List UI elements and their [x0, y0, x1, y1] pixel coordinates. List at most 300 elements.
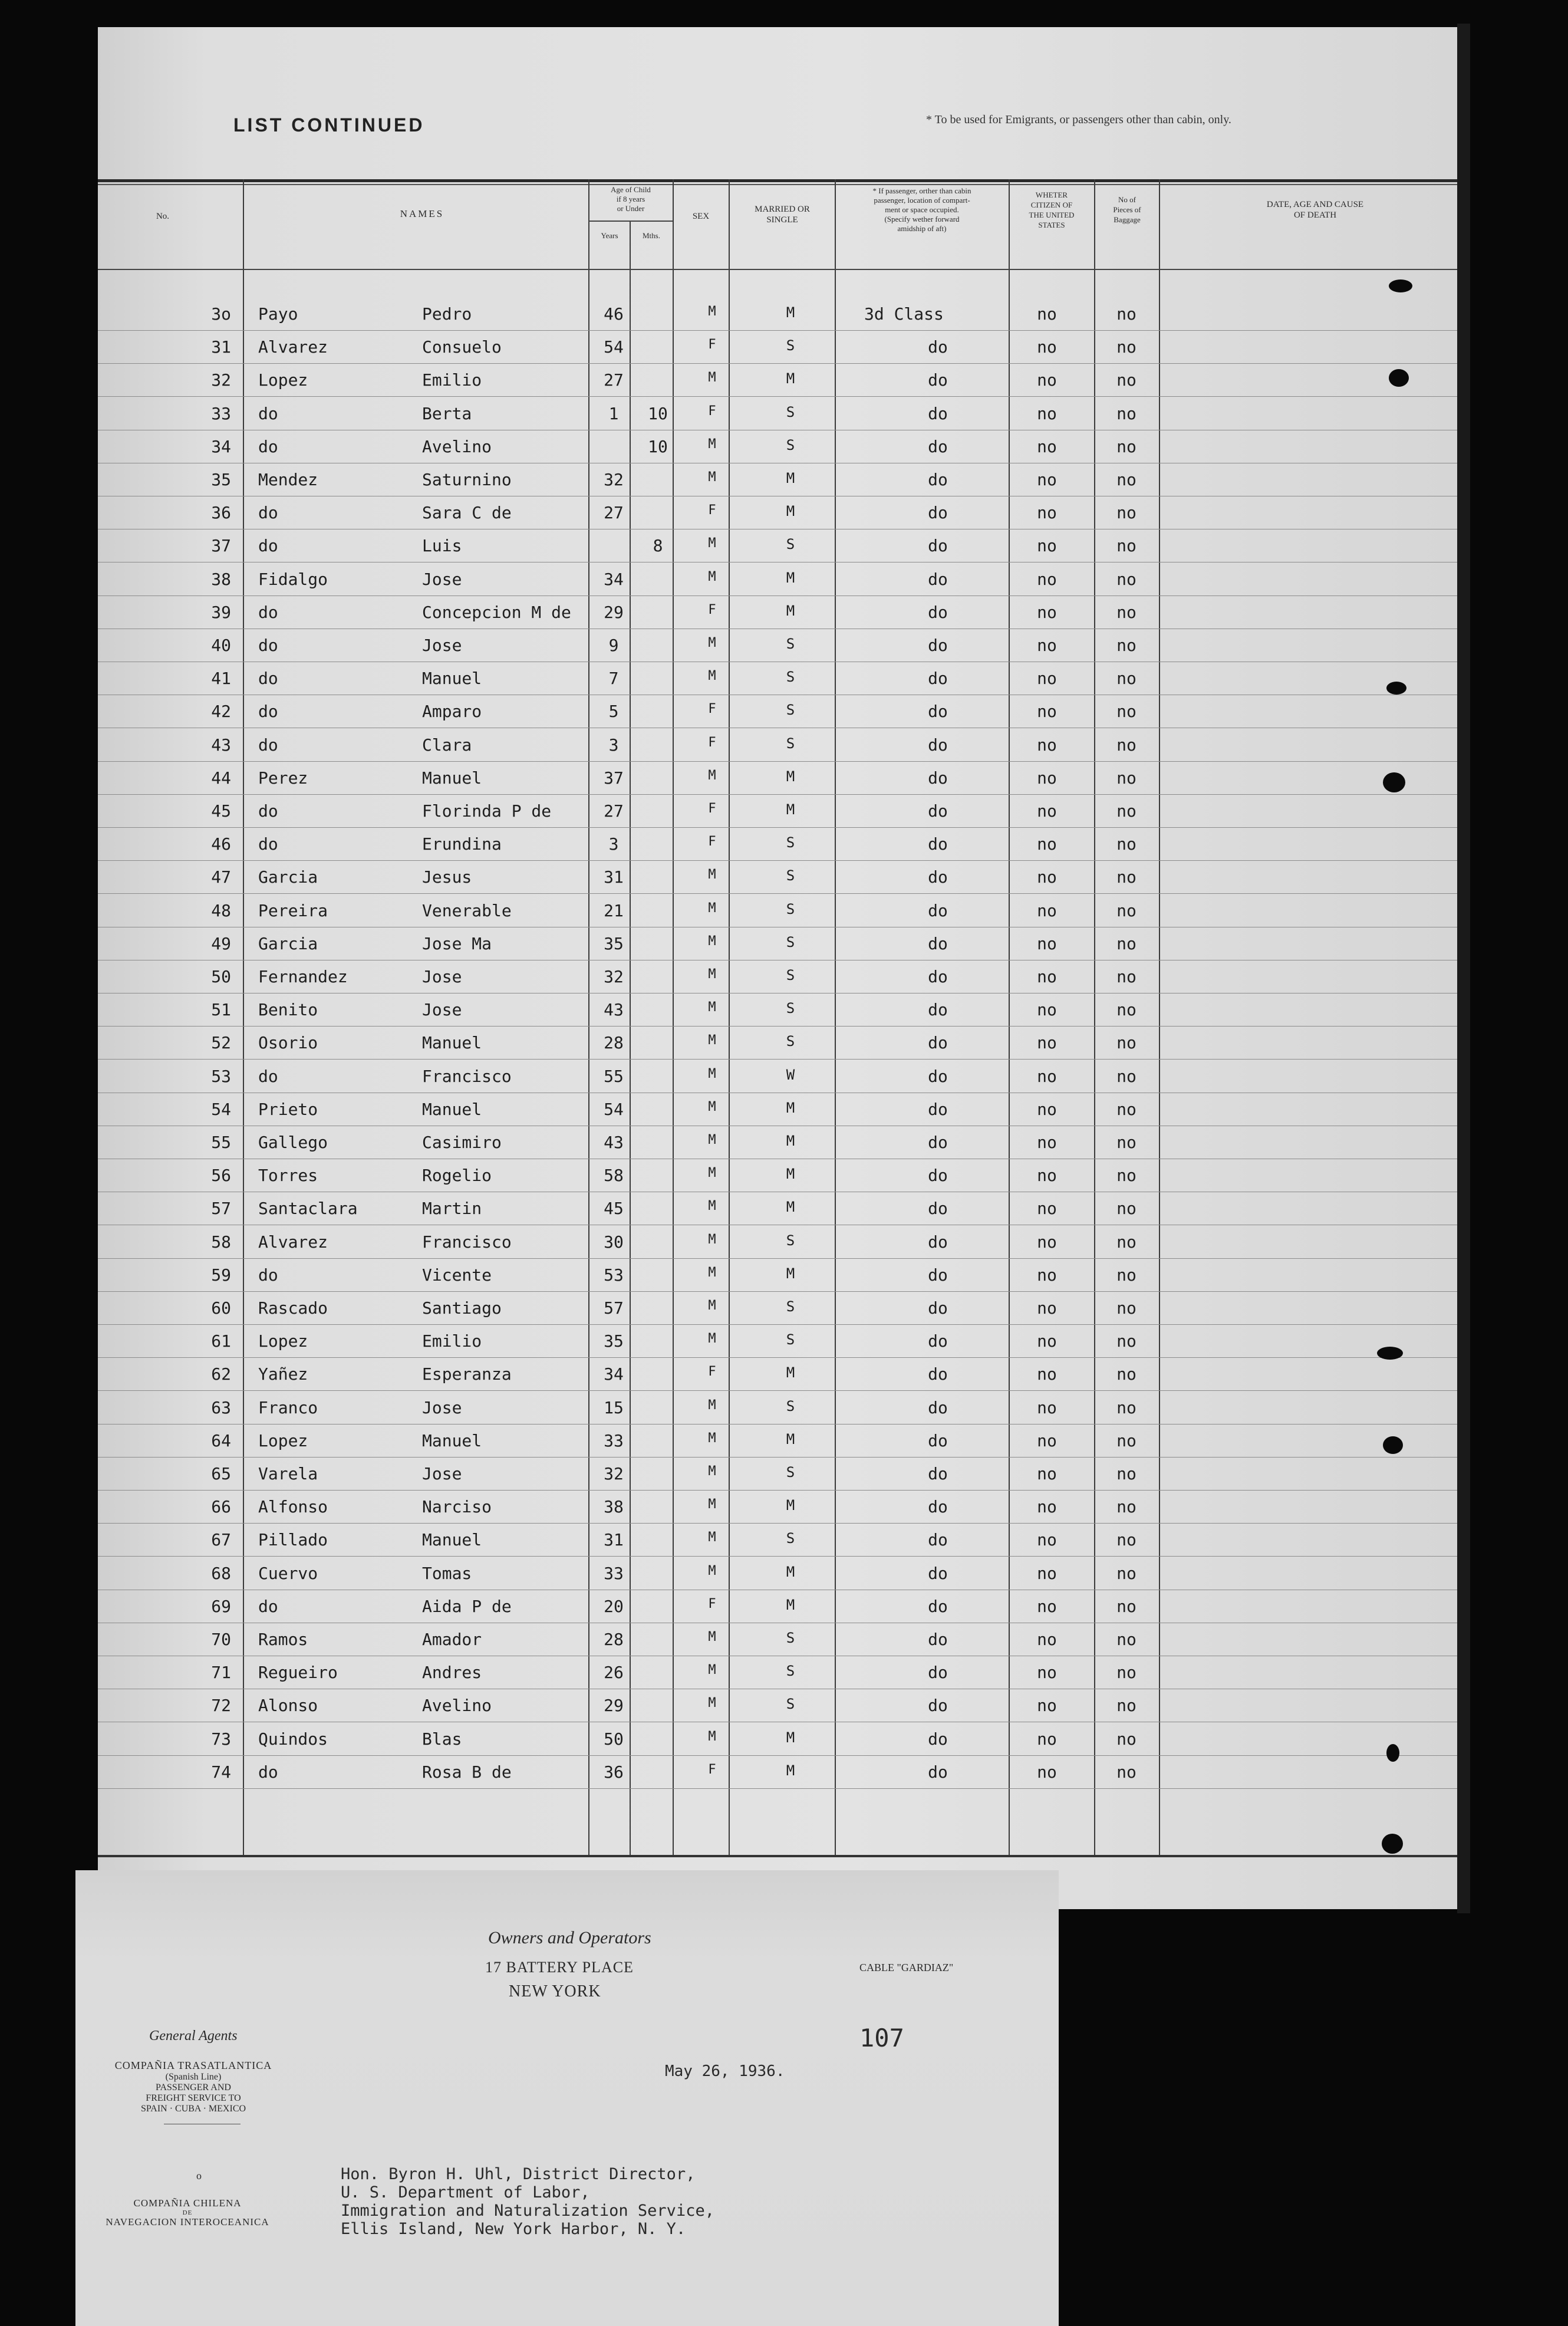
letter-number: 107	[859, 2024, 904, 2052]
cell-surname: Franco	[258, 1397, 318, 1417]
cell-given: Consuelo	[422, 337, 502, 357]
cell-age: 9	[608, 636, 619, 655]
cell-no: 62	[211, 1364, 231, 1384]
cell-given: Rosa B de	[422, 1762, 512, 1782]
cell-bag: no	[1116, 370, 1137, 390]
cell-ms: M	[786, 768, 795, 785]
cell-age: 54	[604, 337, 624, 357]
cell-cit: no	[1037, 1563, 1057, 1583]
col-citizen-heading: WHETER CITIZEN OF THE UNITED STATES	[1029, 190, 1075, 229]
cell-location: do	[928, 1464, 948, 1483]
cell-given: Jose	[422, 636, 462, 655]
sheet-edge-shadow	[1457, 24, 1470, 1913]
cell-surname: do	[258, 1265, 278, 1285]
cell-no: 71	[211, 1663, 231, 1683]
cell-bag: no	[1116, 602, 1137, 622]
cell-bag: no	[1116, 636, 1137, 655]
cell-given: Florinda P de	[422, 801, 552, 821]
cell-sex: M	[708, 1000, 716, 1015]
cell-age: 21	[604, 900, 624, 920]
table-row	[98, 861, 1461, 894]
cell-no: 51	[211, 1000, 231, 1020]
cell-bag: no	[1116, 1696, 1137, 1716]
cell-surname: Lopez	[258, 370, 308, 390]
punch-hole	[1386, 682, 1406, 695]
cell-bag: no	[1116, 1331, 1137, 1351]
cell-ms: S	[786, 967, 795, 983]
cell-cit: no	[1037, 1663, 1057, 1683]
cell-location: do	[928, 1397, 948, 1417]
cell-location: do	[928, 503, 948, 523]
header-rule-thin	[98, 184, 1461, 185]
cell-cit: no	[1037, 1530, 1057, 1550]
cell-no: 69	[211, 1596, 231, 1616]
cell-bag: no	[1116, 1364, 1137, 1384]
cell-no: 35	[211, 470, 231, 489]
company-chilena: COMPAÑIA CHILENA DE NAVEGACION INTEROCEANICA	[106, 2197, 269, 2228]
row-rule	[98, 1556, 1461, 1557]
cell-sex: M	[708, 1729, 716, 1744]
cell-sex: M	[708, 1066, 716, 1081]
cell-surname: do	[258, 1066, 278, 1086]
cell-age: 29	[604, 602, 624, 622]
cell-cit: no	[1037, 1099, 1057, 1119]
table-row	[98, 696, 1461, 729]
cell-age: 53	[604, 1265, 624, 1285]
cell-ms: S	[786, 403, 795, 420]
cell-given: Sara C de	[422, 503, 512, 523]
cell-given: Luis	[422, 536, 462, 556]
cell-sex: F	[708, 602, 716, 617]
cell-surname: Regueiro	[258, 1663, 338, 1683]
cell-cit: no	[1037, 569, 1057, 589]
cell-cit: no	[1037, 702, 1057, 722]
cell-age: 33	[604, 1430, 624, 1450]
cell-bag: no	[1116, 304, 1137, 324]
cell-surname: Varela	[258, 1464, 318, 1483]
cell-ms: M	[786, 1364, 795, 1381]
cell-sex: M	[708, 1099, 716, 1114]
cell-bag: no	[1116, 1033, 1137, 1053]
cell-given: Jose	[422, 1000, 462, 1020]
cell-no: 60	[211, 1298, 231, 1318]
cell-cit: no	[1037, 470, 1057, 489]
cell-bag: no	[1116, 1000, 1137, 1020]
row-rule	[98, 1788, 1461, 1789]
cell-surname: do	[258, 1596, 278, 1616]
cell-given: Manuel	[422, 1099, 482, 1119]
cell-age: 50	[604, 1729, 624, 1749]
table-row	[98, 1061, 1461, 1094]
list-title: LIST CONTINUED	[233, 114, 425, 136]
cell-no: 58	[211, 1232, 231, 1252]
cell-age: 7	[608, 669, 619, 689]
cell-location: do	[928, 1199, 948, 1219]
cell-location: do	[928, 536, 948, 556]
cell-cit: no	[1037, 1265, 1057, 1285]
row-rule	[98, 1324, 1461, 1325]
cell-no: 70	[211, 1630, 231, 1649]
cell-age: 15	[604, 1397, 624, 1417]
cell-no: 59	[211, 1265, 231, 1285]
cell-ms: M	[786, 1497, 795, 1514]
cell-no: 57	[211, 1199, 231, 1219]
table-row	[98, 298, 1461, 331]
cell-location: do	[928, 1530, 948, 1550]
cell-sex: M	[708, 536, 716, 551]
cell-age: 31	[604, 1530, 624, 1550]
cell-location: do	[928, 1265, 948, 1285]
cell-bag: no	[1116, 1630, 1137, 1649]
table-row	[98, 1292, 1461, 1325]
header-rule	[98, 179, 1461, 182]
table-row	[98, 1491, 1461, 1524]
cell-cit: no	[1037, 1762, 1057, 1782]
col-years-heading: Years	[601, 231, 618, 240]
cell-sex: M	[708, 1464, 716, 1479]
cell-bag: no	[1116, 867, 1137, 887]
cell-given: Manuel	[422, 669, 482, 689]
cell-given: Saturnino	[422, 470, 512, 489]
recipient-address: Hon. Byron H. Uhl, District Director, U. S. Department of Labor, Immigration and Naturalization Service, Ellis Island, New York Harbor, N. Y.	[341, 2165, 714, 2238]
cell-location: 3d Class	[864, 304, 944, 324]
cell-location: do	[928, 1099, 948, 1119]
cell-no: 73	[211, 1729, 231, 1749]
manifest-sheet	[98, 27, 1461, 1909]
cell-sex: M	[708, 967, 716, 982]
cell-cit: no	[1037, 1133, 1057, 1152]
cell-location: do	[928, 768, 948, 788]
punch-hole	[1383, 1436, 1403, 1454]
row-rule	[98, 1457, 1461, 1458]
cell-ms: S	[786, 1298, 795, 1315]
cell-ms: M	[786, 1133, 795, 1149]
cell-age: 28	[604, 1630, 624, 1649]
table-row	[98, 961, 1461, 994]
row-rule	[98, 827, 1461, 828]
cell-cit: no	[1037, 1729, 1057, 1749]
row-rule	[98, 1357, 1461, 1358]
cell-no: 37	[211, 536, 231, 556]
letterhead-owners: Owners and Operators	[488, 1928, 651, 1947]
cell-ms: M	[786, 1596, 795, 1613]
age-subheader-rule	[588, 221, 673, 222]
cell-given: Jose	[422, 967, 462, 986]
cell-no: 31	[211, 337, 231, 357]
cell-sex: F	[708, 801, 716, 816]
cell-age: 43	[604, 1133, 624, 1152]
table-row	[98, 1193, 1461, 1226]
cell-age: 37	[604, 768, 624, 788]
cell-surname: Alvarez	[258, 337, 328, 357]
cell-no: 45	[211, 801, 231, 821]
cell-location: do	[928, 1762, 948, 1782]
cell-age: 28	[604, 1033, 624, 1053]
cell-location: do	[928, 370, 948, 390]
cell-bag: no	[1116, 470, 1137, 489]
cell-surname: do	[258, 834, 278, 854]
cell-surname: Torres	[258, 1166, 318, 1186]
cell-ms: M	[786, 370, 795, 387]
cell-age: 30	[604, 1232, 624, 1252]
cell-age: 32	[604, 1464, 624, 1483]
cell-cit: no	[1037, 867, 1057, 887]
row-rule	[98, 860, 1461, 861]
cell-age: 33	[604, 1563, 624, 1583]
cell-sex: F	[708, 1364, 716, 1380]
cell-surname: Ramos	[258, 1630, 308, 1649]
cell-given: Venerable	[422, 900, 512, 920]
cell-bag: no	[1116, 834, 1137, 854]
cell-bag: no	[1116, 1265, 1137, 1285]
cell-location: do	[928, 1033, 948, 1053]
cell-ms: M	[786, 1265, 795, 1282]
row-rule	[98, 1390, 1461, 1391]
cell-given: Amador	[422, 1630, 482, 1649]
cell-bag: no	[1116, 1530, 1137, 1550]
cell-sex: M	[708, 1133, 716, 1147]
cell-location: do	[928, 735, 948, 755]
cell-given: Manuel	[422, 1033, 482, 1053]
cell-surname: Quindos	[258, 1729, 328, 1749]
cell-ms: S	[786, 900, 795, 917]
col-married-heading: MARRIED OR SINGLE	[755, 205, 810, 225]
table-row	[98, 1160, 1461, 1193]
cell-location: do	[928, 1663, 948, 1683]
cell-age: 34	[604, 569, 624, 589]
cell-given: Jose Ma	[422, 933, 492, 953]
cell-surname: Lopez	[258, 1331, 308, 1351]
cell-sex: M	[708, 436, 716, 452]
cell-cit: no	[1037, 1596, 1057, 1616]
table-row	[98, 994, 1461, 1027]
table-row	[98, 828, 1461, 861]
table-row	[98, 928, 1461, 961]
cell-age: 27	[604, 370, 624, 390]
cell-surname: do	[258, 536, 278, 556]
punch-hole	[1389, 279, 1412, 292]
cell-bag: no	[1116, 1199, 1137, 1219]
cell-surname: Garcia	[258, 867, 318, 887]
table-row	[98, 1657, 1461, 1690]
table-row	[98, 1259, 1461, 1292]
cell-surname: Mendez	[258, 470, 318, 489]
cell-cit: no	[1037, 669, 1057, 689]
cell-age: 32	[604, 967, 624, 986]
cell-bag: no	[1116, 702, 1137, 722]
table-row	[98, 497, 1461, 530]
table-row	[98, 1558, 1461, 1591]
cell-bag: no	[1116, 503, 1137, 523]
cell-surname: do	[258, 702, 278, 722]
table-row	[98, 1027, 1461, 1060]
cell-bag: no	[1116, 768, 1137, 788]
cell-location: do	[928, 602, 948, 622]
cell-bag: no	[1116, 933, 1137, 953]
cell-no: 67	[211, 1530, 231, 1550]
cell-ms: S	[786, 867, 795, 884]
cell-ms: S	[786, 436, 795, 453]
cell-given: Vicente	[422, 1265, 492, 1285]
table-row	[98, 431, 1461, 464]
cell-surname: Yañez	[258, 1364, 308, 1384]
cell-bag: no	[1116, 403, 1137, 423]
table-row	[98, 1226, 1461, 1259]
cell-ms: S	[786, 933, 795, 950]
cell-cit: no	[1037, 1000, 1057, 1020]
cell-no: 50	[211, 967, 231, 986]
cell-cit: no	[1037, 1630, 1057, 1649]
cell-age: 35	[604, 1331, 624, 1351]
cell-cit: no	[1037, 1298, 1057, 1318]
cell-location: do	[928, 1430, 948, 1450]
cell-cit: no	[1037, 967, 1057, 986]
col-baggage-heading: No of Pieces of Baggage	[1113, 195, 1141, 224]
cell-cit: no	[1037, 602, 1057, 622]
cell-age: 46	[604, 304, 624, 324]
cell-bag: no	[1116, 967, 1137, 986]
cell-bag: no	[1116, 900, 1137, 920]
cell-surname: Fidalgo	[258, 569, 328, 589]
row-rule	[98, 1026, 1461, 1027]
cell-given: Avelino	[422, 1696, 492, 1716]
cell-given: Jose	[422, 1464, 462, 1483]
cell-location: do	[928, 1000, 948, 1020]
cell-sex: F	[708, 702, 716, 717]
cell-no: 44	[211, 768, 231, 788]
cell-cit: no	[1037, 1430, 1057, 1450]
row-rule	[98, 1523, 1461, 1524]
cell-age: 58	[604, 1166, 624, 1186]
punch-hole	[1386, 1744, 1399, 1762]
cell-bag: no	[1116, 1729, 1137, 1749]
cell-location: do	[928, 702, 948, 722]
table-row	[98, 1392, 1461, 1425]
cell-cit: no	[1037, 304, 1057, 324]
cell-sex: M	[708, 304, 716, 319]
table-row	[98, 1591, 1461, 1624]
cell-cit: no	[1037, 1497, 1057, 1517]
cell-given: Manuel	[422, 768, 482, 788]
cell-given: Francisco	[422, 1066, 512, 1086]
cell-sex: M	[708, 1530, 716, 1545]
cell-bag: no	[1116, 1663, 1137, 1683]
cell-age: 54	[604, 1099, 624, 1119]
cell-given: Martin	[422, 1199, 482, 1219]
cell-no: 72	[211, 1696, 231, 1716]
cell-surname: Pereira	[258, 900, 328, 920]
cell-sex: M	[708, 1331, 716, 1347]
cell-location: do	[928, 1596, 948, 1616]
cell-cit: no	[1037, 1033, 1057, 1053]
cell-given: Manuel	[422, 1530, 482, 1550]
cell-bag: no	[1116, 1596, 1137, 1616]
table-row	[98, 1524, 1461, 1557]
cell-ms: S	[786, 1464, 795, 1481]
cell-surname: do	[258, 735, 278, 755]
cell-sex: M	[708, 636, 716, 650]
cell-surname: Garcia	[258, 933, 318, 953]
cell-no: 43	[211, 735, 231, 755]
cell-no: 42	[211, 702, 231, 722]
cell-age: 36	[604, 1762, 624, 1782]
cell-ms: M	[786, 1729, 795, 1746]
cell-given: Clara	[422, 735, 472, 755]
cell-no: 74	[211, 1762, 231, 1782]
cell-bag: no	[1116, 1298, 1137, 1318]
cell-surname: Pillado	[258, 1530, 328, 1550]
cell-sex: M	[708, 1166, 716, 1181]
cell-bag: no	[1116, 1066, 1137, 1086]
cell-given: Jesus	[422, 867, 472, 887]
cell-no: 38	[211, 569, 231, 589]
cell-sex: M	[708, 1563, 716, 1578]
table-row	[98, 1458, 1461, 1491]
cell-no: 54	[211, 1099, 231, 1119]
cell-no: 53	[211, 1066, 231, 1086]
cell-given: Aida P de	[422, 1596, 512, 1616]
cell-surname: Prieto	[258, 1099, 318, 1119]
cell-cit: no	[1037, 834, 1057, 854]
row-rule	[98, 330, 1461, 331]
cell-age: 5	[608, 702, 619, 722]
cell-no: 52	[211, 1033, 231, 1053]
heading-separator	[98, 269, 1461, 270]
cell-cit: no	[1037, 403, 1057, 423]
cell-cit: no	[1037, 636, 1057, 655]
cell-bag: no	[1116, 569, 1137, 589]
cell-bag: no	[1116, 436, 1137, 456]
cell-sex: F	[708, 1596, 716, 1611]
cell-cit: no	[1037, 337, 1057, 357]
cell-surname: Osorio	[258, 1033, 318, 1053]
cell-bag: no	[1116, 1563, 1137, 1583]
letterhead-city: NEW YORK	[509, 1982, 601, 2001]
cell-bag: no	[1116, 1430, 1137, 1450]
cell-location: do	[928, 1133, 948, 1152]
cell-given: Erundina	[422, 834, 502, 854]
cell-bag: no	[1116, 1397, 1137, 1417]
cell-ms: M	[786, 1166, 795, 1183]
cell-ms: M	[786, 1762, 795, 1779]
cell-no: 64	[211, 1430, 231, 1450]
cell-given: Esperanza	[422, 1364, 512, 1384]
cell-location: do	[928, 1696, 948, 1716]
cell-no: 65	[211, 1464, 231, 1483]
cell-no: 39	[211, 602, 231, 622]
letterhead-cable: CABLE "GARDIAZ"	[859, 1962, 954, 1973]
table-row	[98, 530, 1461, 563]
cell-age: 3	[608, 834, 619, 854]
cell-sex: M	[708, 370, 716, 386]
cell-location: do	[928, 867, 948, 887]
table-row	[98, 1756, 1461, 1789]
cell-ms: S	[786, 1530, 795, 1547]
cell-bag: no	[1116, 337, 1137, 357]
cell-sex: M	[708, 470, 716, 485]
cell-location: do	[928, 337, 948, 357]
cell-cit: no	[1037, 768, 1057, 788]
table-row	[98, 795, 1461, 828]
cell-ms: S	[786, 1033, 795, 1050]
cell-location: do	[928, 1630, 948, 1649]
cell-surname: do	[258, 669, 278, 689]
cell-cit: no	[1037, 436, 1057, 456]
cell-ms: M	[786, 304, 795, 321]
cell-cit: no	[1037, 1066, 1057, 1086]
cell-ms: S	[786, 536, 795, 553]
cell-ms: S	[786, 1630, 795, 1646]
